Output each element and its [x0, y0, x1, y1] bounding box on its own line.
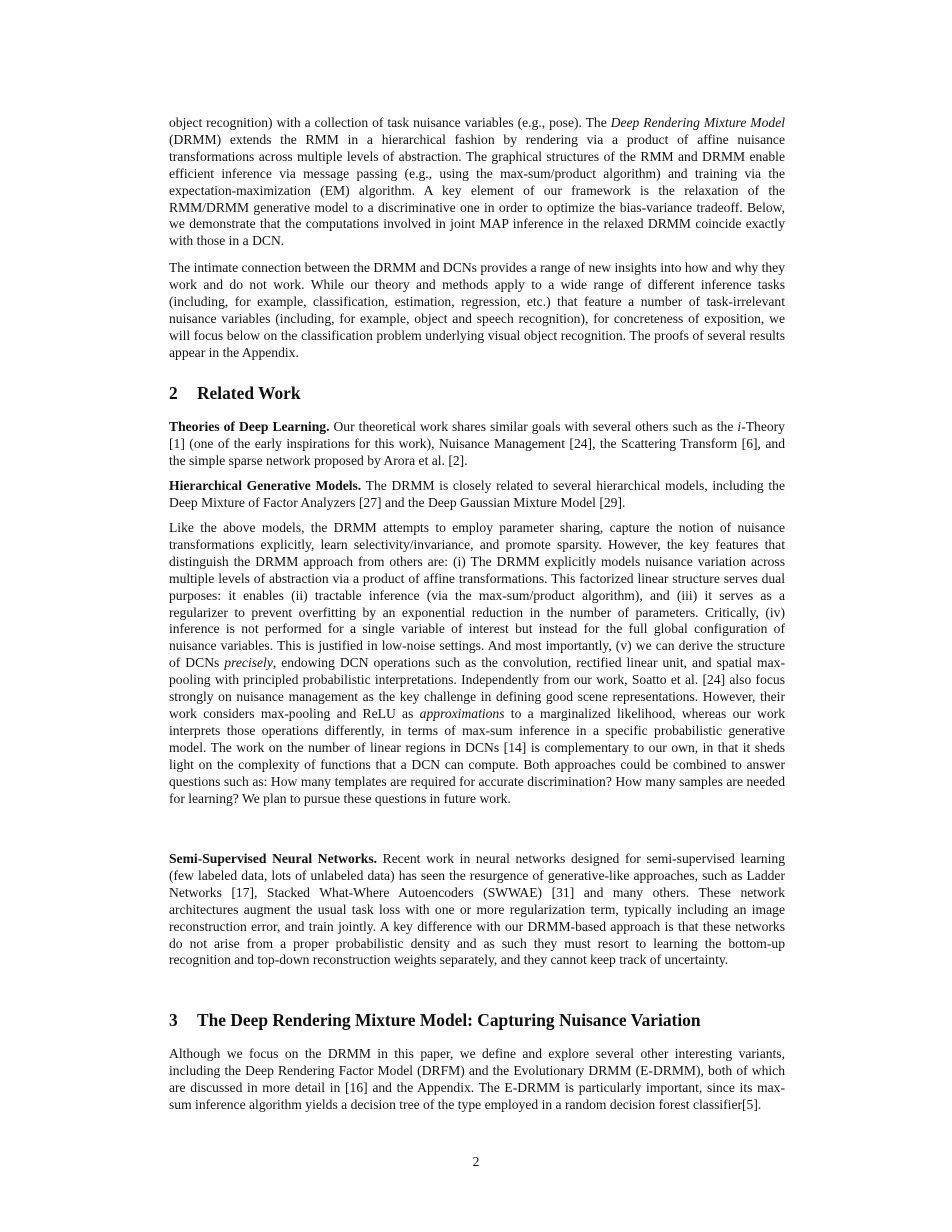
like-text-c: to a marginalized likelihood, whereas our work interprets those operations differently, in terms of max-sum inference in a specific probabilistic generative model. The work on the number of linear regions in DCNs [14] is complementary to our own, in that it sheds light on the complexity of functions that a DCN can compute. Both approaches could be combined to answer questions such as: How many templates are required for accurate discrimination? How many samples are needed for learning? We plan to pursue these questions in future work.	[169, 705, 785, 806]
theories-text-b: -Theory [1] (one of the early inspirations for this work), Nuisance Management [24], the Scattering Transform [6], and the simple sparse network proposed by Arora et al. [2].	[169, 419, 785, 468]
like-em-precisely: precisely	[224, 655, 273, 671]
theories-text-a: Our theoretical work shares similar goals with several others such as the	[329, 419, 738, 434]
section-3-heading	[169, 1010, 785, 1030]
semi-supervised-text: Recent work in neural networks designed for semi-supervised learning (few labeled data, lots of unlabeled data) has seen the resurgence of generative-like approaches, such as Ladder Networks [17], Stacked What-Where Autoencoders (SWWAE) [31] and many others. These network architectures augment the usual task loss with one or more regularization term, typically including an image reconstruction error, and train jointly. A key difference with our DRMM-based approach is that these networks do not arise from a proper probabilistic density and as such they must resort to learning the bottom-up recognition and top-down reconstruction weights separately, and they cannot keep track of uncertainty.	[169, 851, 786, 968]
section-3-paragraph	[169, 1046, 785, 1114]
page-number: 2	[472, 1154, 480, 1169]
like-paragraph	[169, 520, 785, 807]
section-3-p1: Although we focus on the DRMM in this paper, we define and explore several other interesting variants, including the Deep Rendering Factor Model (DRFM) and the Evolutionary DRMM (E-DRMM), both of which are discussed in more detail in [16] and the Appendix. The E-DRMM is particularly important, since its max-sum inference algorithm yields a decision tree of the type employed in a random decision forest classifier[5].	[169, 1046, 785, 1112]
section-3-title: The Deep Rendering Mixture Model: Capturing Nuisance Variation	[197, 1010, 701, 1030]
hierarchical-heading: Hierarchical Generative Models.	[169, 478, 362, 493]
section-2-heading	[169, 383, 785, 403]
like-text-b: , endowing DCN operations such as the convolution, rectified linear unit, and spatial max-pooling with principled probabilistic interpretations. Independently from our work, Soatto et al. [24] also focus strongly on nuisance management as the key challenge in defining good scene representations. However, their work considers max-pooling and ReLU as	[169, 655, 785, 721]
drmm-term: Deep Rendering Mixture Model	[610, 115, 786, 130]
theories-paragraph	[169, 419, 785, 470]
theories-em: i	[737, 419, 742, 434]
hierarchical-text: The DRMM is closely related to several hierarchical models, including the Deep Mixture of Factor Analyzers [27] and the Deep Gaussian Mixture Model [29].	[169, 478, 785, 510]
like-em-approximations: approximations	[419, 705, 505, 721]
semi-supervised-heading: Semi-Supervised Neural Networks.	[169, 851, 378, 866]
intro-p1-a: object recognition) with a collection of task nuisance variables (e.g., pose). The	[169, 115, 611, 130]
theories-heading: Theories of Deep Learning.	[169, 419, 330, 434]
intro-paragraph-1	[169, 115, 785, 250]
intro-paragraph-2	[169, 260, 785, 361]
semi-supervised-paragraph	[169, 851, 785, 969]
like-text-a: Like the above models, the DRMM attempts to employ parameter sharing, capture the notion of nuisance transformations explicitly, learn selectivity/invariance, and promote sparsity. However, the key features that distinguish the DRMM approach from others are: (i) The DRMM explicitly models nuisance variation across multiple levels of abstraction via a product of affine transformations. This factorized linear structure serves dual purposes: it enables (ii) tractable inference (via the max-sum/product algorithm), and (iii) it serves as a regularizer to prevent overfitting by an exponential reduction in the number of parameters. Critically, (iv) inference is not performed for a single variable of interest but instead for the full global configuration of nuisance variables. This is justified in low-noise settings. And most importantly, (v) we can derive the structure of DCNs	[169, 520, 785, 671]
section-2-title: Related Work	[197, 383, 301, 403]
intro-p1-b: (DRMM) extends the RMM in a hierarchical fashion by rendering via a product of affine nuisance transformations across multiple levels of abstraction. The graphical structures of the RMM and DRMM enable efficient inference via message passing (e.g., using the max-sum/product algorithm) and training via the expectation-maximization (EM) algorithm. A key element of our framework is the relaxation of the RMM/DRMM generative model to a discriminative one in order to optimize the bias-variance tradeoff. Below, we demonstrate that the computations involved in joint MAP inference in the relaxed DRMM coincide exactly with those in a DCN.	[169, 131, 785, 249]
intro-p2: The intimate connection between the DRMM and DCNs provides a range of new insights into how and why they work and do not work. While our theory and methods apply to a wide range of different inference tasks (including, for example, classification, estimation, regression, etc.) that feature a number of task-irrelevant nuisance variables (including, for example, object and speech recognition), for concreteness of exposition, we will focus below on the classification problem underlying visual object recognition. The proofs of several results appear in the Appendix.	[169, 260, 785, 360]
hierarchical-paragraph	[169, 478, 785, 512]
section-2-number: 2	[169, 383, 178, 403]
section-3-number: 3	[169, 1010, 178, 1030]
